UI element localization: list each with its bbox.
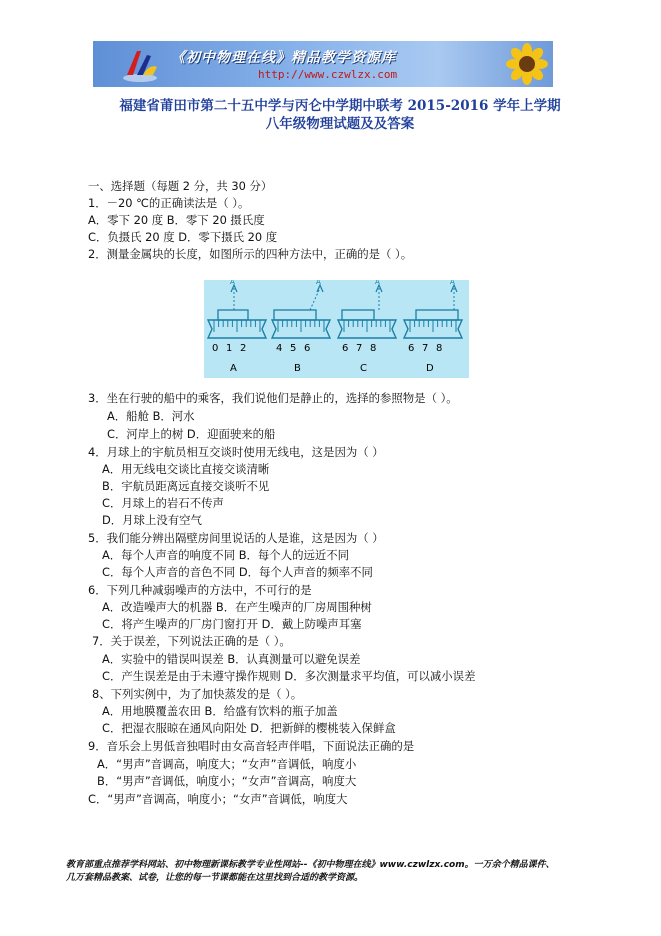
text-line: C．负摄氏 20 度 D．零下摄氏 20 度 bbox=[88, 230, 278, 244]
document-title-line-2: 八年级物理试题及及答案 bbox=[265, 116, 415, 132]
option-label: C bbox=[360, 363, 367, 374]
text-line: A．每个人声音的响度不同 B．每个人的远近不同 bbox=[102, 548, 350, 562]
pointer-label: A bbox=[316, 280, 321, 286]
text-line: C．每个人声音的音色不同 D．每个人声音的频率不同 bbox=[102, 565, 373, 579]
tick-label: 4 bbox=[276, 343, 283, 354]
option-label: D bbox=[426, 363, 434, 374]
text-line: B．宇航员距离远直接交谈听不见 bbox=[102, 479, 270, 493]
tick-label: 8 bbox=[436, 343, 443, 354]
pointer-label: A bbox=[450, 280, 455, 286]
option-label: A bbox=[230, 363, 237, 374]
text-line: A．用地膜覆盖农田 B．给盛有饮料的瓶子加盖 bbox=[102, 704, 338, 718]
text-line: 4．月球上的宇航员相互交谈时使用无线电，这是因为（ ） bbox=[88, 445, 384, 459]
ruler-measurement-figure bbox=[204, 280, 469, 378]
tick-label: 0 bbox=[212, 343, 219, 354]
footer-line-2: 几万套精品教案、试卷，让您的每一节课都能在这里找到合适的教学资源。 bbox=[66, 873, 364, 883]
option-label: B bbox=[294, 363, 301, 374]
text-line: C．“男声”音调高，响度小；“女声”音调低，响度大 bbox=[88, 792, 348, 806]
tick-label: 7 bbox=[356, 343, 363, 354]
text-line: B．“男声”音调低，响度小；“女声”音调高，响度大 bbox=[97, 774, 357, 788]
footer bbox=[66, 859, 626, 885]
pointer-label: A bbox=[375, 280, 380, 286]
pointer-label: A bbox=[230, 280, 235, 286]
text-line: A．用无线电交谈比直接交谈清晰 bbox=[102, 462, 270, 476]
banner-title: 《初中物理在线》精品教学资源库 bbox=[171, 50, 396, 66]
text-line: 7．关于误差，下列说法正确的是（ ）。 bbox=[92, 634, 291, 648]
text-line: C．河岸上的树 D．迎面驶来的船 bbox=[107, 427, 276, 441]
text-line: C．把湿衣服晾在通风向阳处 D．把新鲜的樱桃装入保鲜盒 bbox=[102, 721, 396, 735]
text-line: C．产生误差是由于未遵守操作规则 D．多次测量求平均值，可以减小误差 bbox=[102, 669, 476, 683]
text-line: 5．我们能分辨出隔壁房间里说话的人是谁，这是因为（ ） bbox=[88, 531, 384, 545]
site-logo-icon bbox=[121, 47, 159, 83]
tick-label: 6 bbox=[408, 343, 415, 354]
document-title-line-1: 福建省莆田市第二十五中学与丙仑中学期中联考 2015-2016 学年上学期 bbox=[119, 98, 561, 114]
tick-label: 8 bbox=[370, 343, 377, 354]
text-line: A．零下 20 度 B．零下 20 摄氏度 bbox=[88, 213, 265, 227]
tick-label: 7 bbox=[422, 343, 429, 354]
tick-label: 6 bbox=[304, 343, 311, 354]
text-line: A．实验中的错误叫误差 B．认真测量可以避免误差 bbox=[102, 652, 361, 666]
text-line: D．月球上没有空气 bbox=[102, 513, 202, 527]
tick-label: 6 bbox=[342, 343, 349, 354]
text-line: 2．测量金属块的长度，如图所示的四种方法中，正确的是（ ）。 bbox=[88, 247, 413, 261]
text-line: 6．下列几种减弱噪声的方法中，不可行的是 bbox=[88, 583, 312, 597]
text-line: 1．－20 ℃的正确读法是（ ）。 bbox=[88, 196, 250, 210]
text-line: 一、选择题（每题 2 分，共 30 分） bbox=[88, 179, 273, 193]
text-line: A．船舱 B．河水 bbox=[107, 409, 195, 423]
banner-url[interactable]: http://www.czwlzx.com bbox=[258, 68, 398, 81]
tick-label: 1 bbox=[226, 343, 233, 354]
text-line: A．改造噪声大的机器 B．在产生噪声的厂房周围种树 bbox=[102, 600, 372, 614]
text-line: 9．音乐会上男低音独唱时由女高音轻声伴唱，下面说法正确的是 bbox=[88, 739, 415, 753]
text-line: C．月球上的岩石不传声 bbox=[102, 496, 224, 510]
text-line: C．将产生噪声的厂房门窗打开 D．戴上防噪声耳塞 bbox=[102, 617, 362, 631]
text-line: 3．坐在行驶的船中的乘客，我们说他们是静止的，选择的参照物是（ ）。 bbox=[88, 391, 458, 405]
text-line: 8、下列实例中，为了加快蒸发的是（ ）。 bbox=[92, 687, 303, 701]
footer-line-1: 教育部重点推荐学科网站、初中物理新课标教学专业性网站--《初中物理在线》www.czwlzx.com。一万余个精品课件、 bbox=[66, 860, 555, 870]
sunflower-icon bbox=[497, 43, 549, 85]
header-banner bbox=[93, 41, 553, 87]
text-line: A．“男声”音调高，响度大；“女声”音调低，响度小 bbox=[97, 757, 357, 771]
tick-label: 2 bbox=[240, 343, 247, 354]
tick-label: 5 bbox=[290, 343, 297, 354]
